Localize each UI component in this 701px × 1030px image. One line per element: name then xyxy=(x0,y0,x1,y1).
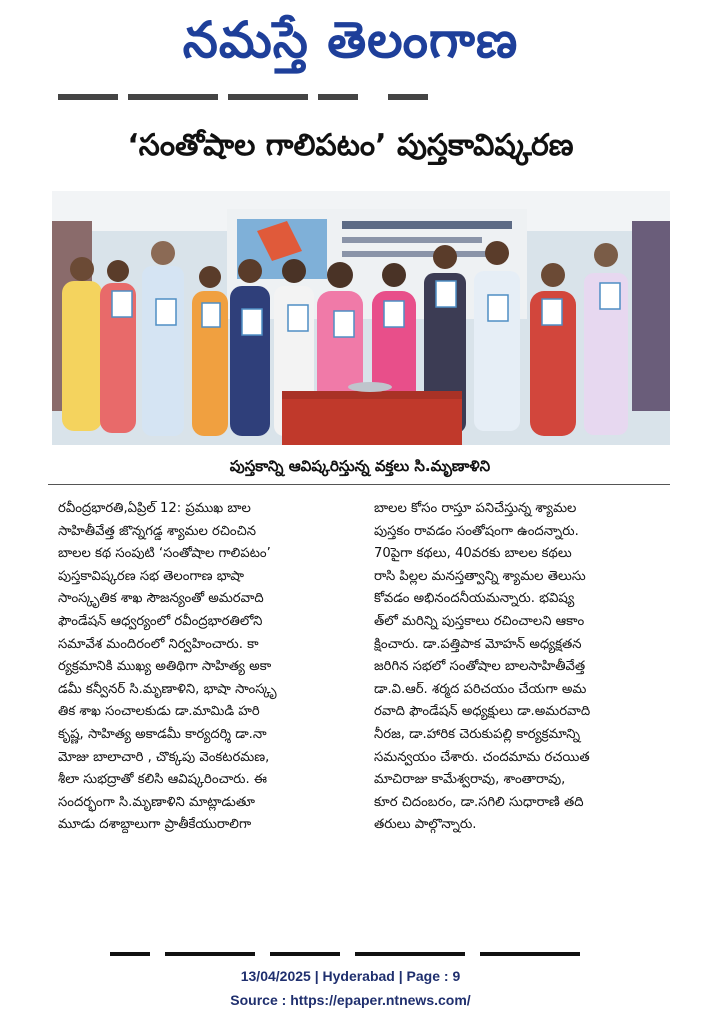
article-line: తిక శాఖ సంచాలకుడు డా.మామిడి హరి xyxy=(58,704,260,720)
article-line: 70పైగా కథలు, 40వరకు బాలల కథలు xyxy=(374,546,572,562)
article-line: ఫౌండేషన్ ఆధ్వర్యంలో రవీంద్రభారతిలోని xyxy=(58,613,263,629)
edition-info: 13/04/2025 | Hyderabad | Page : 9 xyxy=(240,968,461,984)
cut-off-next-headline xyxy=(110,936,590,956)
article-column-left xyxy=(58,498,346,837)
source-link[interactable]: Source : https://epaper.ntnews.com/ xyxy=(230,992,471,1008)
article-line: సమన్వయం చేశారు. చందమామ రచయిత xyxy=(374,749,590,765)
article-line: బాలల కోసం రాస్తూ పనిచేస్తున్న శ్యామల xyxy=(374,501,577,516)
article-line: శీలా సుభద్రాతో కలిసి ఆవిష్కరించారు. ఈ xyxy=(58,772,267,788)
article-line: మాచిరాజు కామేశ్వరావు, శాంతారావు, xyxy=(374,772,566,788)
article-line: ర్యక్రమానికి ముఖ్య అతిథిగా సాహిత్య అకా xyxy=(58,659,272,675)
article-line: రాసి పిల్లల మనస్తత్వాన్ని శ్యామల తెలుసు xyxy=(374,568,586,584)
article-line: పుస్తకావిష్కరణ సభ తెలంగాణ భాషా xyxy=(58,568,245,584)
newspaper-masthead: నమస్తే తెలంగాణ xyxy=(182,11,519,69)
article-line: క్షించారు. డా.పత్తిపాక మోహన్ అధ్యక్షతన xyxy=(374,636,582,652)
article-column-right xyxy=(374,498,662,837)
photo-caption: పుస్తకాన్ని ఆవిష్కరిస్తున్న వక్తలు సి.మృణాళిని xyxy=(229,457,491,475)
article-line: మూడు దశాబ్దాలుగా ప్రాతీకేయురాలిగా xyxy=(58,817,252,833)
article-line: బాలల కథ సంపుటి ‘సంతోషాల గాలిపటం’ xyxy=(58,546,271,562)
article-line: సాంస్కృతిక శాఖ సౌజన్యంతో అమరవాది xyxy=(58,591,264,607)
event-photo xyxy=(52,191,670,445)
article-line: నీరజ, డా.హారిక చెరుకుపల్లి కార్యక్రమాన్ని xyxy=(374,726,581,742)
article-line: రవీంద్రభారతి,ఏప్రిల్ 12: ప్రముఖ బాల xyxy=(58,501,251,516)
cut-off-previous-article-line xyxy=(58,90,438,104)
article-line: కోవడం అభినందనీయమన్నారు. భవిష్య xyxy=(374,591,575,607)
book-launch-photo xyxy=(52,191,670,445)
article-headline: ‘సంతోషాల గాలిపటం’ పుస్తకావిష్కరణ xyxy=(127,128,574,163)
article-line: సాహితీవేత్త జొన్నగడ్డ శ్యామల రచించిన xyxy=(58,523,256,539)
article-line: జరిగిన సభలో సంతోషాల బాలసాహితీవేత్త xyxy=(374,659,586,675)
article-line: డమీ కన్వీనర్ సి.మృణాళిని, భాషా సాంస్కృ xyxy=(58,681,277,697)
cut-headline-fragment xyxy=(110,946,590,956)
article-line: పుస్తకం రావడం సంతోషంగా ఉందన్నారు. xyxy=(374,523,579,539)
article-line: డా.వి.ఆర్. శర్మద పరిచయం చేయగా అమ xyxy=(374,681,587,697)
article-line: సమావేశ మందిరంలో నిర్వహించారు. కా xyxy=(58,636,259,652)
article-line: త్‌లో మరిన్ని పుస్తకాలు రచించాలని ఆకాం xyxy=(374,613,585,629)
article-line: తరులు పాల్గొన్నారు. xyxy=(374,817,477,833)
caption-divider xyxy=(48,484,670,485)
article-line: కృష్ణ, సాహిత్య అకాడమీ కార్యదర్శి డా.నా xyxy=(58,726,267,742)
article-line: సందర్భంగా సి.మృణాళిని మాట్లాడుతూ xyxy=(58,794,255,810)
article-line: మోజు బాలాచారి , చొక్కపు వెంకటరమణ, xyxy=(58,749,270,765)
article-line: రవాది ఫౌండేషన్ అధ్యక్షులు డా.అమరవాది xyxy=(374,704,591,720)
article-line: కూర చిదంబరం, డా.సగిలి సుధారాణి తది xyxy=(374,794,584,810)
cut-text-fragment xyxy=(58,90,438,104)
